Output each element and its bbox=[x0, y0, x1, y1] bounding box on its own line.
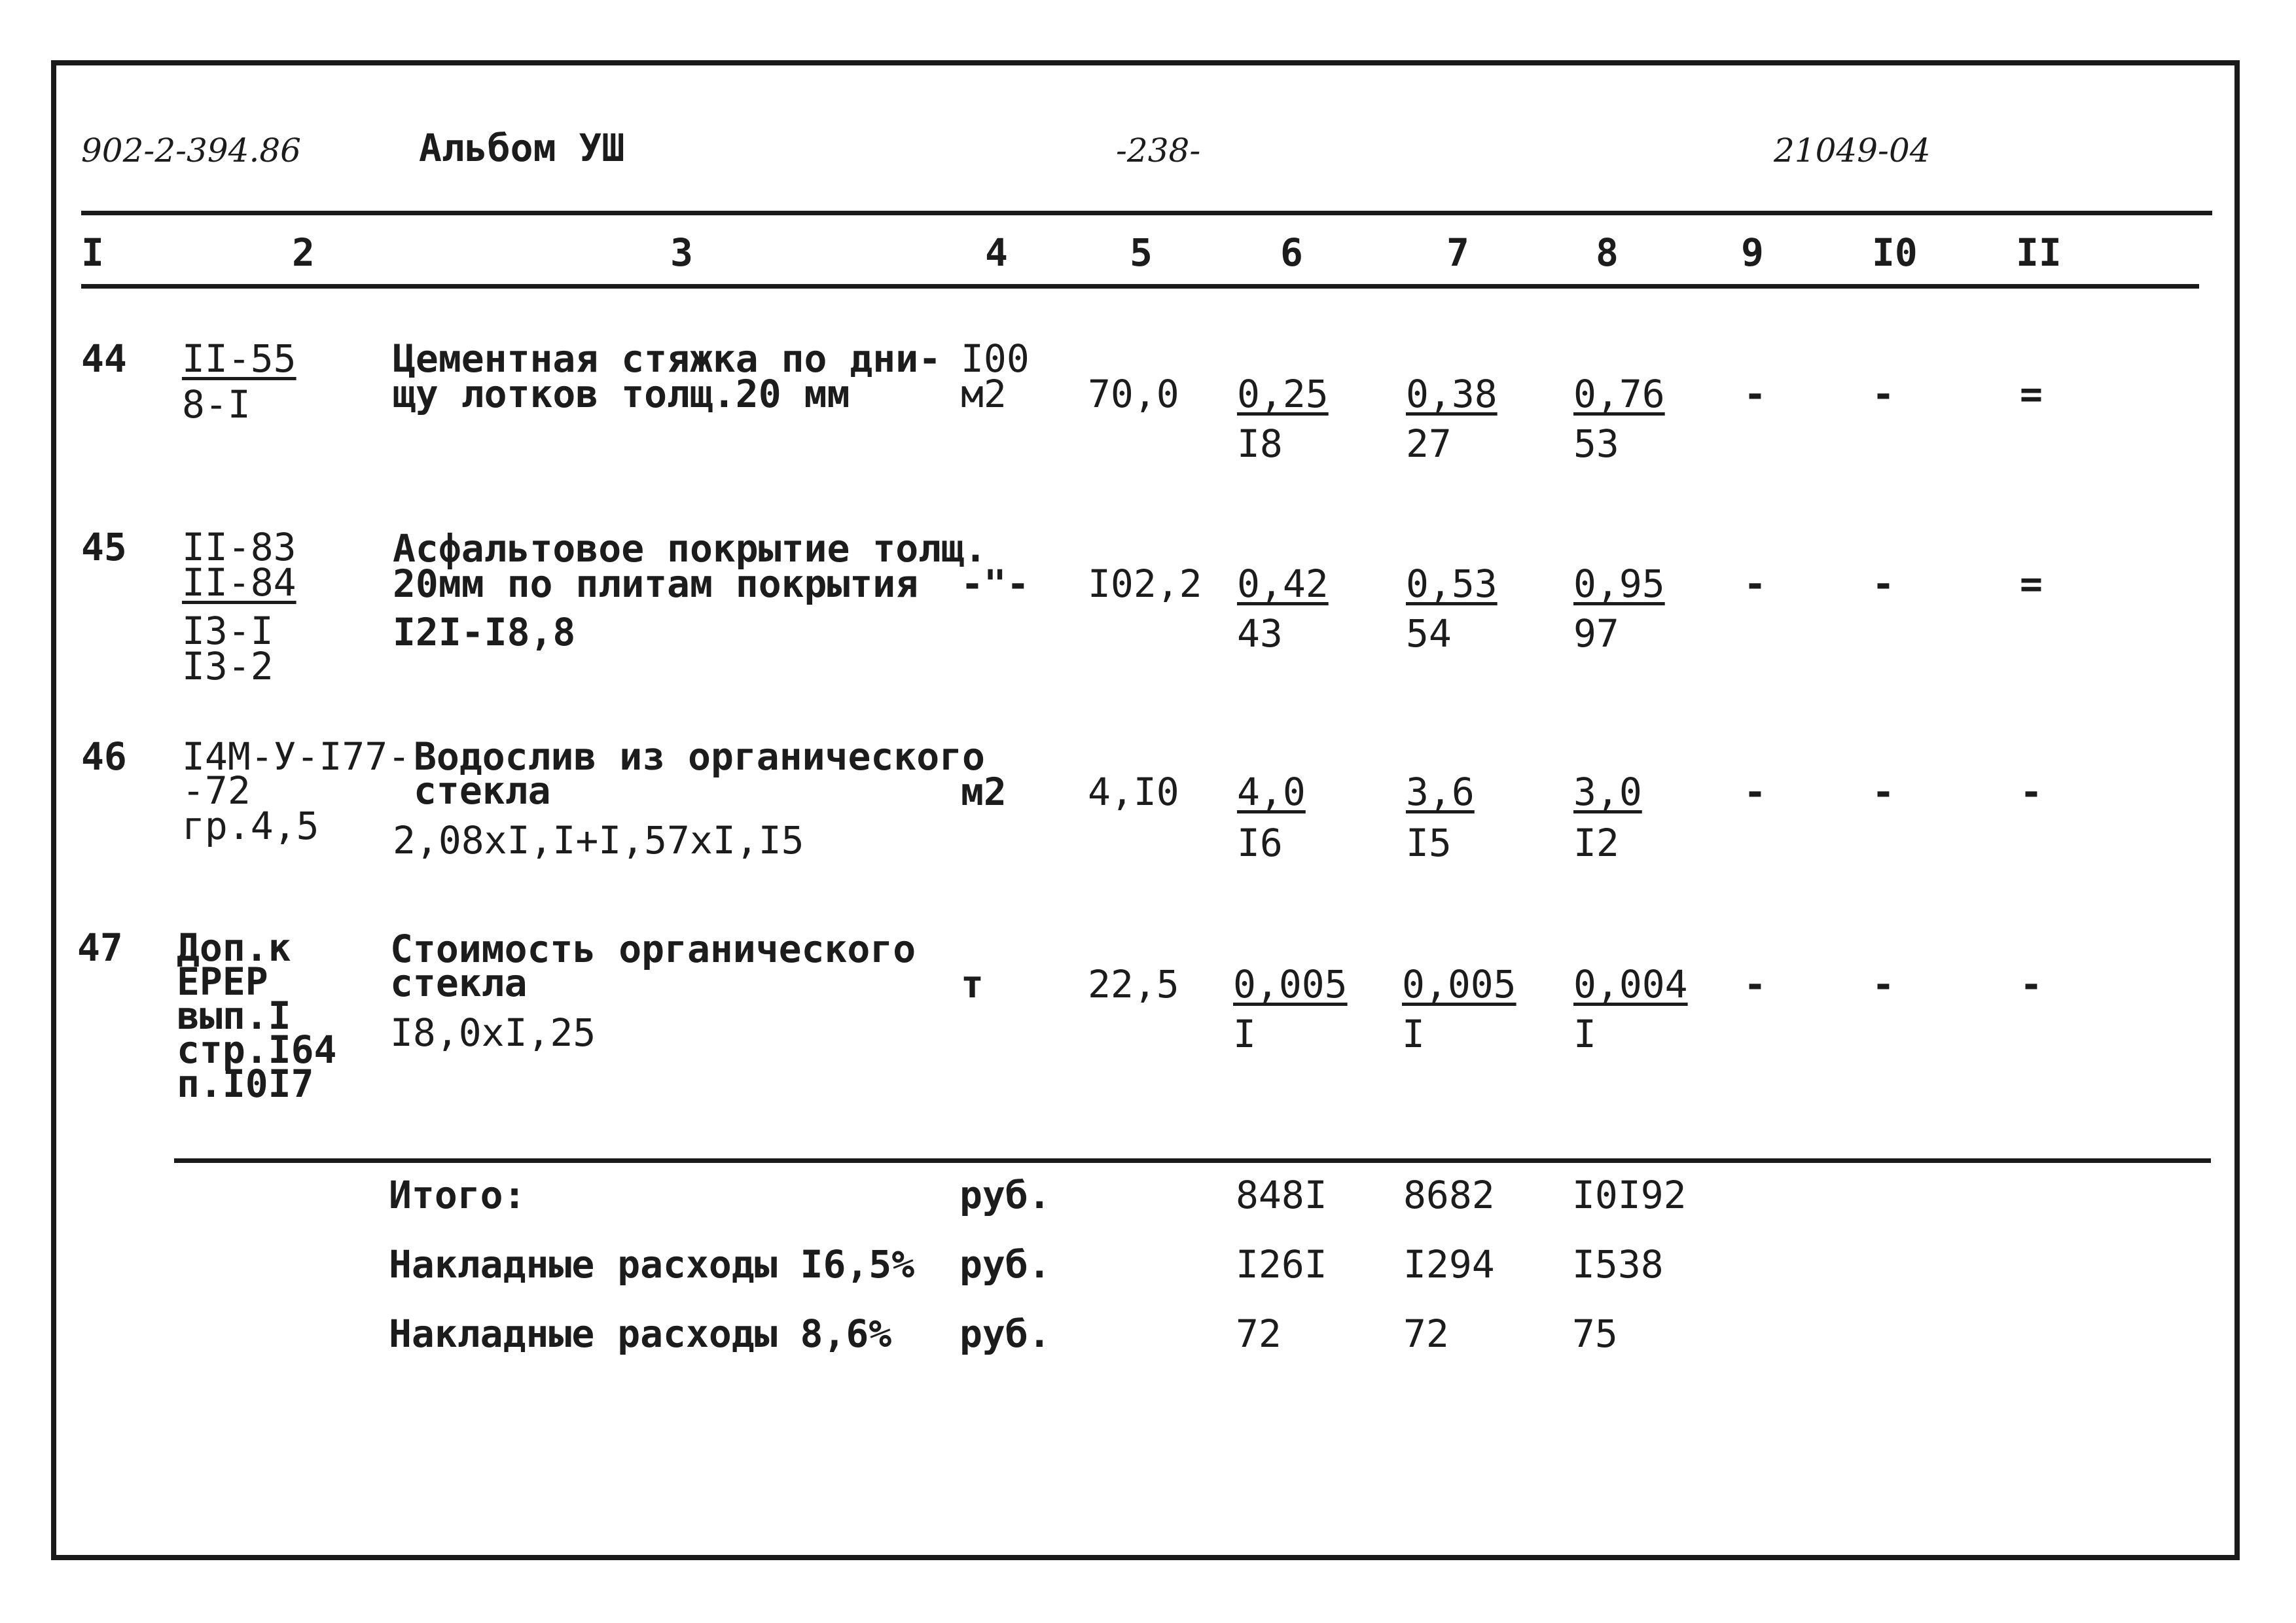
row-col6-top: 4,0 bbox=[1237, 770, 1306, 814]
row-code-line: стр.I64 bbox=[177, 1027, 337, 1072]
col-header-9: 9 bbox=[1741, 230, 1764, 275]
row-col8-top: 0,004 bbox=[1573, 962, 1688, 1007]
row-code-line: II-84 bbox=[182, 560, 296, 605]
row-quantity: 22,5 bbox=[1088, 962, 1179, 1007]
row-description-line: 2,08хI,I+I,57хI,I5 bbox=[393, 818, 804, 863]
col-header-5: 5 bbox=[1130, 230, 1153, 275]
row-col11: - bbox=[2020, 770, 2043, 814]
totals-label: Итого: bbox=[389, 1173, 526, 1217]
row-col7-bottom: 54 bbox=[1406, 611, 1452, 656]
row-col11: = bbox=[2020, 562, 2043, 606]
row-col9: - bbox=[1744, 562, 1767, 606]
row-col9: - bbox=[1744, 770, 1767, 814]
row-col6-bottom: I6 bbox=[1237, 821, 1283, 865]
row-col11: = bbox=[2020, 372, 2043, 416]
doc-code: 902-2-394.86 bbox=[81, 132, 301, 169]
row-number: 46 bbox=[81, 734, 127, 779]
row-description-line: 20мм по плитам покрытия bbox=[393, 562, 919, 606]
totals-col7: I294 bbox=[1403, 1242, 1495, 1287]
row-col10: - bbox=[1872, 770, 1895, 814]
row-code-line: -72 bbox=[182, 768, 251, 813]
row-description-line: стекла bbox=[414, 768, 551, 813]
row-col8-top: 0,76 bbox=[1573, 372, 1665, 416]
row-col8-bottom: I bbox=[1573, 1012, 1596, 1056]
col-header-2: 2 bbox=[292, 230, 315, 275]
row-unit-line: м2 bbox=[961, 770, 1007, 814]
header-rule-top bbox=[81, 211, 2212, 215]
col-header-1: I bbox=[81, 230, 104, 275]
totals-col6: 848I bbox=[1236, 1173, 1327, 1217]
row-col8-top: 3,0 bbox=[1573, 770, 1642, 814]
row-quantity: 70,0 bbox=[1088, 372, 1179, 416]
totals-col6: 72 bbox=[1236, 1311, 1282, 1356]
row-col6-top: 0,42 bbox=[1237, 562, 1329, 606]
row-unit-line: т bbox=[961, 962, 984, 1007]
row-code-line: ЕРЕР bbox=[177, 959, 268, 1004]
totals-col6: I26I bbox=[1236, 1242, 1327, 1287]
col-header-8: 8 bbox=[1596, 230, 1619, 275]
row-col7-bottom: I5 bbox=[1406, 821, 1452, 865]
row-number: 47 bbox=[77, 925, 123, 970]
totals-col8: I538 bbox=[1572, 1242, 1664, 1287]
row-col8-bottom: 97 bbox=[1573, 611, 1619, 656]
totals-col7: 8682 bbox=[1403, 1173, 1495, 1217]
row-unit-line: м2 bbox=[961, 372, 1007, 416]
row-code-line: II-55 bbox=[182, 336, 296, 381]
row-quantity: 4,I0 bbox=[1088, 770, 1179, 814]
row-code-line: I3-I bbox=[182, 609, 274, 653]
row-description-line: стекла bbox=[390, 961, 528, 1005]
totals-unit: руб. bbox=[960, 1173, 1051, 1217]
totals-unit: руб. bbox=[960, 1311, 1051, 1356]
row-code-line: гр.4,5 bbox=[182, 804, 319, 848]
row-description-line: Асфальтовое покрытие толщ. bbox=[393, 526, 987, 571]
row-col8-bottom: I2 bbox=[1573, 821, 1619, 865]
row-number: 45 bbox=[81, 525, 127, 569]
col-header-11: II bbox=[2016, 230, 2062, 275]
totals-label: Накладные расходы 8,6% bbox=[389, 1311, 892, 1356]
row-quantity: I02,2 bbox=[1088, 562, 1202, 606]
totals-unit: руб. bbox=[960, 1242, 1051, 1287]
row-description-line: щу лотков толщ.20 мм bbox=[393, 372, 850, 416]
row-col6-top: 0,25 bbox=[1237, 372, 1329, 416]
row-description-line: I2I-I8,8 bbox=[393, 610, 576, 654]
header-rule-bottom bbox=[81, 284, 2199, 289]
row-col8-top: 0,95 bbox=[1573, 562, 1665, 606]
row-col10: - bbox=[1872, 962, 1895, 1007]
row-description-line: Цементная стяжка по дни- bbox=[393, 336, 942, 381]
col-header-4: 4 bbox=[985, 230, 1008, 275]
row-col6-bottom: 43 bbox=[1237, 611, 1283, 656]
row-code-line: Доп.к bbox=[177, 925, 291, 970]
row-col7-top: 0,53 bbox=[1406, 562, 1498, 606]
row-col7-top: 3,6 bbox=[1406, 770, 1475, 814]
totals-col7: 72 bbox=[1403, 1311, 1449, 1356]
row-code-line: I3-2 bbox=[182, 644, 274, 688]
totals-label: Накладные расходы I6,5% bbox=[389, 1242, 915, 1287]
row-col10: - bbox=[1872, 562, 1895, 606]
row-col8-bottom: 53 bbox=[1573, 421, 1619, 466]
col-header-10: I0 bbox=[1872, 230, 1918, 275]
inventory-number: 21049-04 bbox=[1774, 132, 1931, 169]
row-col9: - bbox=[1744, 372, 1767, 416]
row-col7-bottom: 27 bbox=[1406, 421, 1452, 466]
row-col6-top: 0,005 bbox=[1233, 962, 1348, 1007]
row-description-line: Водослив из органического bbox=[414, 734, 985, 779]
row-col11: - bbox=[2020, 962, 2043, 1007]
row-col7-bottom: I bbox=[1402, 1012, 1425, 1056]
row-code-line: I4М-У-I77- bbox=[182, 734, 411, 779]
totals-rule bbox=[174, 1158, 2211, 1163]
row-code-line: п.I0I7 bbox=[177, 1061, 314, 1106]
row-col6-bottom: I8 bbox=[1237, 421, 1283, 466]
row-col10: - bbox=[1872, 372, 1895, 416]
row-unit-line: I00 bbox=[961, 336, 1030, 381]
row-unit-line: -"- bbox=[961, 562, 1030, 606]
totals-col8: I0I92 bbox=[1572, 1173, 1687, 1217]
row-code-line: вып.I bbox=[177, 993, 291, 1038]
row-description-line: I8,0хI,25 bbox=[390, 1010, 596, 1055]
row-col7-top: 0,38 bbox=[1406, 372, 1498, 416]
row-code-line: II-83 bbox=[182, 525, 296, 569]
page-number: -238- bbox=[1116, 132, 1201, 169]
col-header-6: 6 bbox=[1280, 230, 1303, 275]
row-col7-top: 0,005 bbox=[1402, 962, 1516, 1007]
row-number: 44 bbox=[81, 336, 127, 381]
totals-col8: 75 bbox=[1572, 1311, 1618, 1356]
col-header-3: 3 bbox=[670, 230, 693, 275]
album-label: Альбом УШ bbox=[419, 126, 625, 170]
col-header-7: 7 bbox=[1446, 230, 1469, 275]
row-code-line: 8-I bbox=[182, 382, 251, 427]
row-col9: - bbox=[1744, 962, 1767, 1007]
row-description-line: Стоимость органического bbox=[390, 927, 916, 971]
row-col6-bottom: I bbox=[1233, 1012, 1256, 1056]
